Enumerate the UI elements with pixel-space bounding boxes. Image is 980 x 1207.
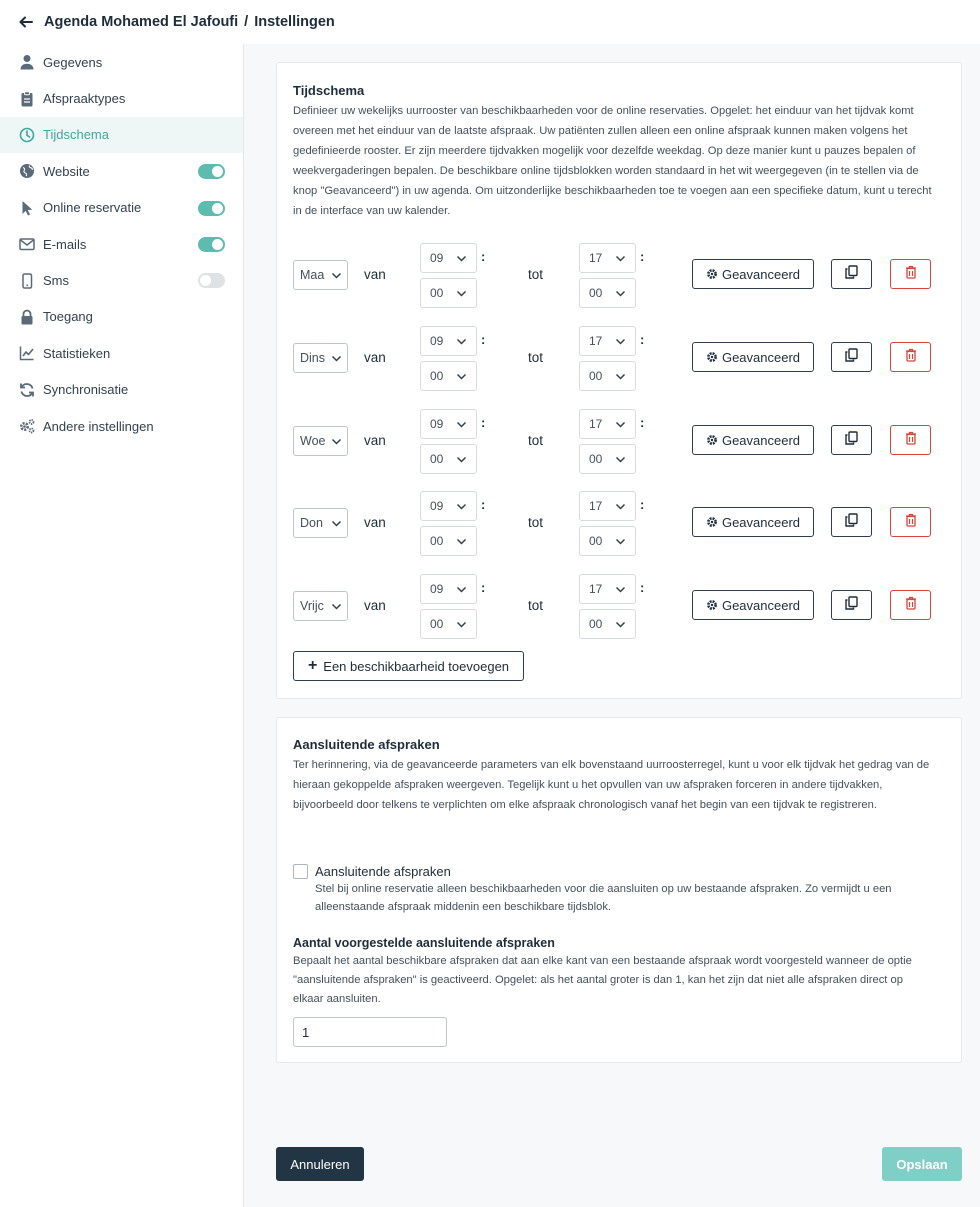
to-label: tot	[528, 515, 544, 530]
gear-icon	[706, 351, 718, 363]
cancel-button[interactable]: Annuleren	[276, 1147, 364, 1181]
to-minute-select[interactable]	[579, 361, 636, 391]
delete-button[interactable]	[890, 590, 931, 620]
chevron-down-icon	[615, 536, 626, 550]
to-label: tot	[528, 350, 544, 365]
day-select-value: Maa	[300, 268, 325, 282]
chevron-down-icon	[331, 518, 342, 532]
sms-toggle[interactable]	[198, 273, 225, 288]
copy-icon	[845, 265, 858, 284]
from-hour-value: 09	[430, 251, 444, 265]
chevron-down-icon	[331, 270, 342, 284]
from-hour-select[interactable]	[420, 574, 477, 604]
copy-icon	[845, 348, 858, 367]
sidebar-item-label: Statistieken	[43, 345, 111, 361]
advanced-button[interactable]	[692, 425, 814, 455]
chevron-down-icon	[331, 436, 342, 450]
advanced-label: Geavanceerd	[721, 266, 801, 282]
chevron-down-icon	[615, 371, 626, 385]
to-hour-select[interactable]	[579, 574, 636, 604]
sidebar-item-gegevens[interactable]	[0, 44, 243, 80]
to-minute-select[interactable]	[579, 526, 636, 556]
clock-icon	[18, 126, 36, 144]
schedule-row	[293, 409, 953, 479]
delete-button[interactable]	[890, 425, 931, 455]
sidebar-item-label: E-mails	[43, 236, 87, 252]
to-hour-select[interactable]	[579, 491, 636, 521]
from-hour-select[interactable]	[420, 243, 477, 273]
sidebar-item-toegang[interactable]	[0, 299, 243, 335]
gear-icon	[706, 268, 718, 280]
schedule-row	[293, 491, 953, 561]
chevron-down-icon	[456, 584, 467, 598]
from-hour-select[interactable]	[420, 409, 477, 439]
copy-button[interactable]	[831, 342, 872, 372]
advanced-button[interactable]	[692, 342, 814, 372]
top-bar	[0, 0, 980, 44]
to-minute-value: 00	[589, 286, 603, 300]
main-content	[244, 44, 980, 1207]
time-colon: :	[640, 249, 645, 264]
consecutive-checkbox-label[interactable]: Aansluitende afspraken	[315, 864, 451, 879]
from-minute-select[interactable]	[420, 609, 477, 639]
copy-icon	[845, 431, 858, 450]
time-colon: :	[481, 249, 486, 264]
add-availability-label: Een beschikbaarheid toevoegen	[323, 658, 510, 674]
day-select-value: Woe	[300, 434, 326, 448]
day-select[interactable]	[293, 426, 348, 456]
gear-icon	[706, 434, 718, 446]
clipboard-icon	[18, 90, 36, 108]
sidebar	[0, 44, 244, 1207]
plus-icon: +	[307, 657, 318, 674]
from-hour-value: 09	[430, 417, 444, 431]
from-hour-select[interactable]	[420, 326, 477, 356]
from-minute-value: 00	[430, 617, 444, 631]
to-hour-select[interactable]	[579, 409, 636, 439]
copy-icon	[845, 596, 858, 615]
count-description: Bepaalt het aantal beschikbare afspraken dat aan elke kant van een bestaande afspraak wordt voorgesteld wanneer de optie "aansluitende afspraken" is geactiveerd. Opgelet: als het aantal groter is dan 1, kan het zijn dat niet alle afspraken direct op elkaar aansluiten.	[293, 955, 912, 1005]
to-minute-select[interactable]	[579, 609, 636, 639]
from-hour-value: 09	[430, 582, 444, 596]
count-input[interactable]: 1	[293, 1017, 447, 1047]
arrow-left-icon[interactable]	[18, 14, 34, 30]
copy-icon	[845, 513, 858, 532]
chevron-down-icon	[456, 336, 467, 350]
chevron-down-icon	[456, 501, 467, 515]
gear-icon	[706, 599, 718, 611]
e-mails-toggle[interactable]	[198, 237, 225, 252]
sidebar-item-label: Gegevens	[43, 54, 103, 70]
add-availability-button[interactable]	[293, 651, 524, 681]
from-label: van	[364, 350, 386, 365]
to-hour-select[interactable]	[579, 243, 636, 273]
from-hour-value: 09	[430, 499, 444, 513]
globe-icon	[18, 162, 36, 180]
trash-icon	[905, 596, 917, 615]
to-label: tot	[528, 598, 544, 613]
time-colon: :	[640, 332, 645, 347]
from-label: van	[364, 267, 386, 282]
to-minute-select[interactable]	[579, 278, 636, 308]
sidebar-item-label: Sms	[43, 273, 69, 289]
chart-icon	[18, 344, 36, 362]
time-colon: :	[640, 415, 645, 430]
chevron-down-icon	[615, 619, 626, 633]
sidebar-item-label: Synchronisatie	[43, 382, 129, 398]
chevron-down-icon	[331, 601, 342, 615]
envelope-icon	[18, 235, 36, 253]
sidebar-item-label: Andere instellingen	[43, 418, 154, 434]
time-colon: :	[481, 332, 486, 347]
schedule-title: Tijdschema	[293, 83, 365, 98]
delete-button[interactable]	[890, 259, 931, 289]
user-icon	[18, 53, 36, 71]
chevron-down-icon	[456, 454, 467, 468]
consecutive-checkbox[interactable]	[293, 864, 308, 879]
sidebar-item-label: Website	[43, 163, 90, 179]
to-minute-value: 00	[589, 369, 603, 383]
advanced-label: Geavanceerd	[721, 597, 801, 613]
to-minute-select[interactable]	[579, 444, 636, 474]
copy-button[interactable]	[831, 425, 872, 455]
trash-icon	[905, 265, 917, 284]
pointer-icon	[18, 199, 36, 217]
day-select[interactable]	[293, 343, 348, 373]
advanced-label: Geavanceerd	[721, 514, 801, 530]
sidebar-item-label: Online reservatie	[43, 200, 142, 216]
from-minute-value: 00	[430, 286, 444, 300]
from-minute-select[interactable]	[420, 278, 477, 308]
sidebar-item-label: Tijdschema	[43, 127, 109, 143]
to-hour-value: 17	[589, 499, 603, 513]
lock-icon	[18, 308, 36, 326]
schedule-card	[276, 62, 962, 699]
chevron-down-icon	[615, 454, 626, 468]
time-colon: :	[640, 580, 645, 595]
mobile-icon	[18, 272, 36, 290]
to-hour-value: 17	[589, 417, 603, 431]
from-minute-select[interactable]	[420, 444, 477, 474]
chevron-down-icon	[615, 419, 626, 433]
website-toggle[interactable]	[198, 164, 225, 179]
breadcrumb-page: Instellingen	[254, 14, 335, 30]
from-minute-value: 00	[430, 369, 444, 383]
chevron-down-icon	[456, 371, 467, 385]
from-label: van	[364, 515, 386, 530]
time-colon: :	[481, 580, 486, 595]
sidebar-item-label: Toegang	[43, 309, 93, 325]
from-hour-value: 09	[430, 334, 444, 348]
chevron-down-icon	[456, 536, 467, 550]
to-hour-value: 17	[589, 251, 603, 265]
day-select-value: Don	[300, 516, 323, 530]
copy-button[interactable]	[831, 507, 872, 537]
count-title: Aantal voorgestelde aansluitende afspraken	[293, 936, 555, 950]
from-minute-value: 00	[430, 534, 444, 548]
sidebar-item-website[interactable]	[0, 153, 243, 189]
to-minute-value: 00	[589, 452, 603, 466]
schedule-description: Definieer uw wekelijks uurrooster van beschikbaarheden voor de online reservaties. Opgelet: het einduur van het tijdvak komt overeen met het einduur van de laatste afspraak. Uw patiënten zullen alleen een online afspraak kunnen maken volgens het gedefinieerde rooster. Er zijn meerdere tijdvakken mogelijk voor dezelfde weekdag. Op deze manier kunt u pauzes bepalen of weekvergaderingen bepalen. De beschikbare online tijdsblokken worden standaard in het wit weergegeven (in te stellen via de knop "Geavanceerd") in uw agenda. Om uitzonderlijke beschikbaarheden toe te voegen aan een specifieke datum, kunt u terecht in de interface van uw kalender.	[293, 105, 932, 217]
consecutive-card	[276, 717, 962, 1063]
to-label: tot	[528, 433, 544, 448]
chevron-down-icon	[615, 584, 626, 598]
advanced-button[interactable]	[692, 590, 814, 620]
to-hour-value: 17	[589, 582, 603, 596]
to-label: tot	[528, 267, 544, 282]
gears-icon	[18, 417, 36, 435]
advanced-button[interactable]	[692, 507, 814, 537]
chevron-down-icon	[456, 288, 467, 302]
chevron-down-icon	[615, 501, 626, 515]
chevron-down-icon	[331, 353, 342, 367]
day-select[interactable]	[293, 260, 348, 290]
from-minute-select[interactable]	[420, 526, 477, 556]
chevron-down-icon	[615, 336, 626, 350]
save-button[interactable]: Opslaan	[882, 1147, 962, 1181]
copy-button[interactable]	[831, 590, 872, 620]
copy-button[interactable]	[831, 259, 872, 289]
schedule-row	[293, 326, 953, 396]
day-select[interactable]	[293, 508, 348, 538]
consecutive-description: Ter herinnering, via de geavanceerde parameters van elk bovenstaand uurroosterregel, kunt u voor elk tijdvak het gedrag van de hieraan gekoppelde afspraken weergeven. Tegelijk kunt u het opvullen van uw afspraken forceren in andere tijdvakken, bijvoorbeeld door telkens te verplichten om elke afspraak chronologisch vanaf het begin van een tijdvak te registreren.	[293, 759, 930, 811]
online-reservatie-toggle[interactable]	[198, 201, 225, 216]
chevron-down-icon	[615, 253, 626, 267]
sidebar-item-sms[interactable]	[0, 262, 243, 298]
sidebar-item-e-mails[interactable]	[0, 226, 243, 262]
sidebar-item-synchronisatie[interactable]	[0, 372, 243, 408]
from-label: van	[364, 598, 386, 613]
delete-button[interactable]	[890, 507, 931, 537]
breadcrumb-separator: /	[244, 14, 249, 30]
to-minute-value: 00	[589, 617, 603, 631]
consecutive-title: Aansluitende afspraken	[293, 737, 440, 752]
advanced-label: Geavanceerd	[721, 349, 801, 365]
from-minute-select[interactable]	[420, 361, 477, 391]
time-colon: :	[481, 415, 486, 430]
delete-button[interactable]	[890, 342, 931, 372]
to-hour-value: 17	[589, 334, 603, 348]
sync-icon	[18, 381, 36, 399]
chevron-down-icon	[456, 619, 467, 633]
trash-icon	[905, 431, 917, 450]
trash-icon	[905, 513, 917, 532]
sidebar-item-online-reservatie[interactable]	[0, 190, 243, 226]
day-select[interactable]	[293, 591, 348, 621]
trash-icon	[905, 348, 917, 367]
sidebar-item-tijdschema[interactable]	[0, 117, 243, 153]
to-minute-value: 00	[589, 534, 603, 548]
sidebar-item-statistieken[interactable]	[0, 335, 243, 371]
sidebar-item-label: Afspraaktypes	[43, 91, 126, 107]
chevron-down-icon	[456, 253, 467, 267]
advanced-button[interactable]	[692, 259, 814, 289]
breadcrumb-agenda[interactable]: Agenda Mohamed El Jafoufi	[44, 14, 239, 30]
chevron-down-icon	[615, 288, 626, 302]
consecutive-checkbox-description: Stel bij online reservatie alleen beschikbaarheden voor die aansluiten op uw bestaande afspraken. Zo vermijdt u een alleenstaande afspraak middenin een beschikbare tijdsblok.	[315, 883, 892, 913]
schedule-row	[293, 243, 953, 313]
sidebar-item-andere-instellingen[interactable]	[0, 408, 243, 444]
time-colon: :	[481, 497, 486, 512]
day-select-value: Dins	[300, 351, 326, 365]
day-select-value: Vrijc	[300, 599, 324, 613]
chevron-down-icon	[456, 419, 467, 433]
sidebar-item-afspraaktypes[interactable]	[0, 80, 243, 116]
advanced-label: Geavanceerd	[721, 432, 801, 448]
from-label: van	[364, 433, 386, 448]
from-minute-value: 00	[430, 452, 444, 466]
gear-icon	[706, 516, 718, 528]
from-hour-select[interactable]	[420, 491, 477, 521]
to-hour-select[interactable]	[579, 326, 636, 356]
time-colon: :	[640, 497, 645, 512]
schedule-row	[293, 574, 953, 644]
